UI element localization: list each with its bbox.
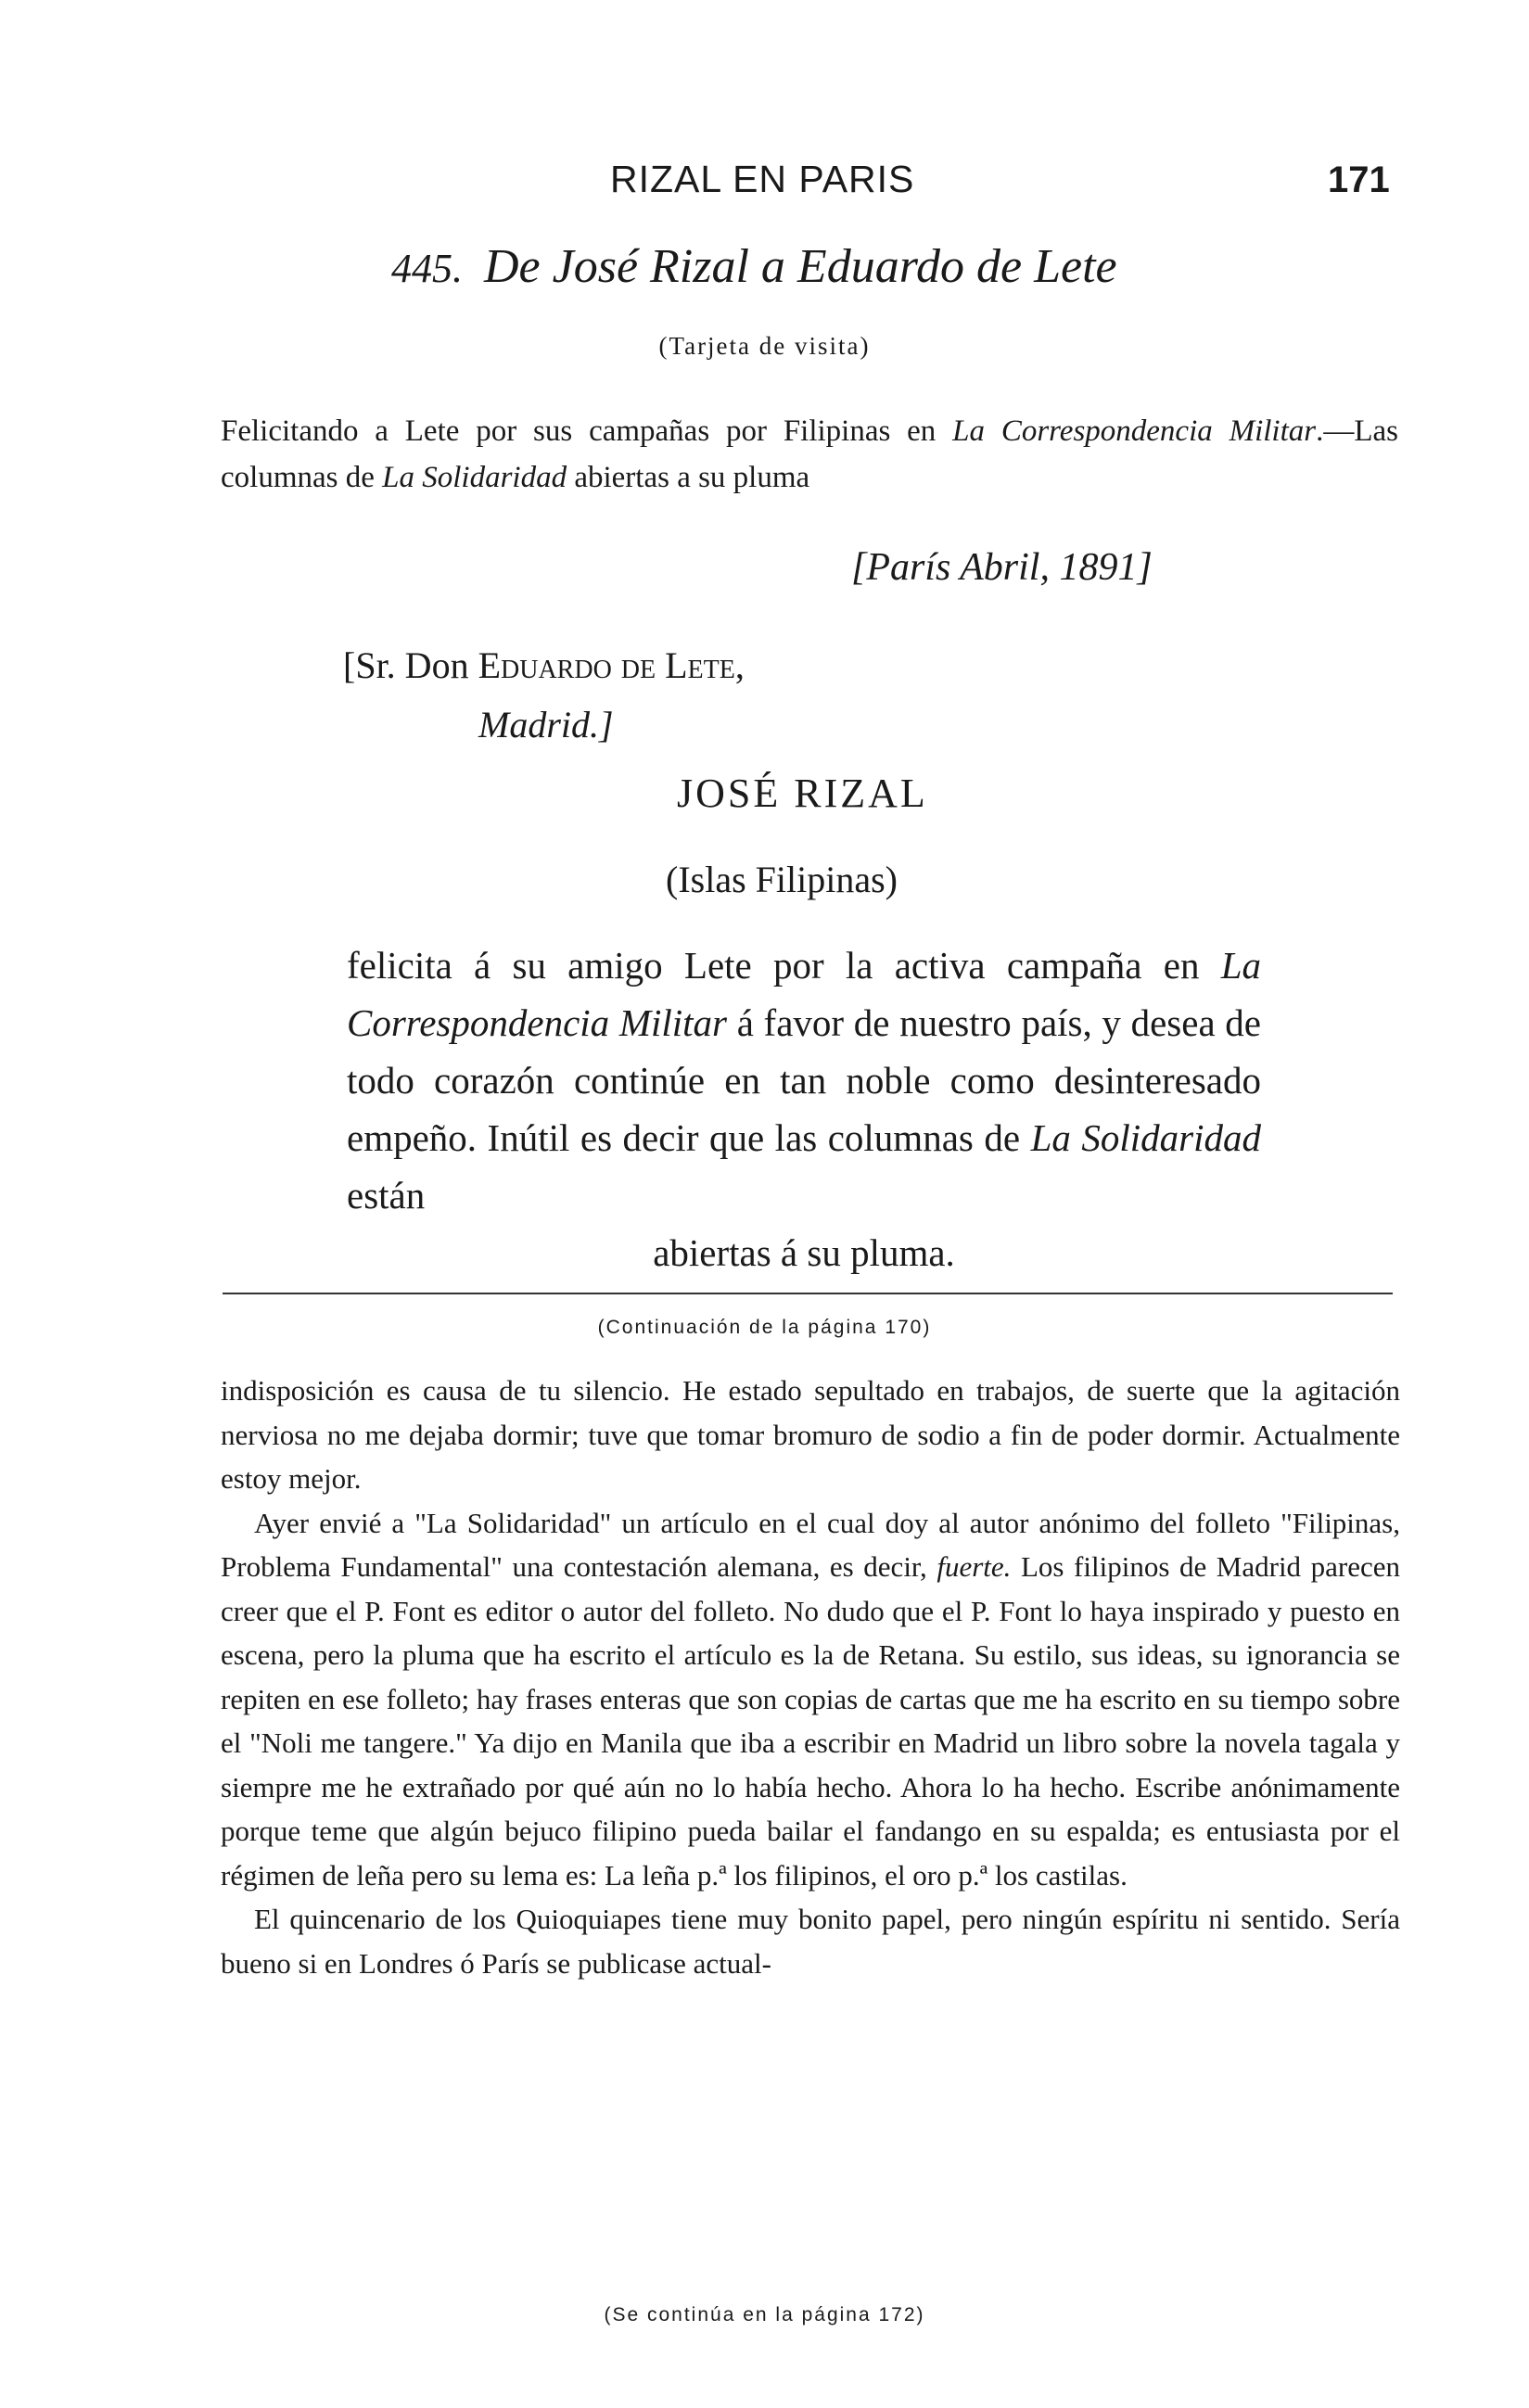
summary-periodical: La Solidaridad (382, 461, 567, 494)
summary-text-c: .—Las columnas de (221, 414, 1398, 494)
card-body (347, 936, 1261, 1281)
card-body-c: á favor de nuestro país, y desea de todo corazón continúe en tan noble como desinteresado empeño. Inútil es decir que las columnas de (347, 1001, 1262, 1159)
card-body-e: están (347, 1174, 426, 1217)
card-name: JOSÉ RIZAL (677, 771, 928, 816)
running-head: RIZAL EN PARIS (610, 158, 915, 200)
summary-publication: La Correspondencia Militar (952, 414, 1317, 448)
letter-title: De José Rizal a Eduardo de Lete (484, 240, 1117, 293)
footnote-text (221, 1369, 1400, 1985)
footnote-paragraph-1: indisposición es causa de tu silencio. He estado sepultado en trabajos, de suerte que la agitación nerviosa no me dejaba dormir; tuve que tomar bromuro de sodio a fin de poder dormir. Actualmente estoy mejor. (221, 1374, 1400, 1495)
page-number: 171 (1328, 159, 1390, 200)
card-body-last-line: abiertas á su pluma. (653, 1231, 955, 1274)
footnote-p2-a: Ayer envié a "La Solidaridad" un artículo en el cual doy al autor anónimo del folleto "Filipinas, Problema Fundamental" una contestación alemana, es decir, (221, 1506, 1400, 1583)
footnote-p2-emphasis: fuerte. (937, 1550, 1012, 1583)
card-origin: (Islas Filipinas) (666, 859, 898, 900)
card-body-periodical: La Solidaridad (1030, 1116, 1261, 1159)
card-body-publication: La Correspondencia Militar (347, 944, 1261, 1044)
letter-number: 445. (391, 246, 463, 291)
divider (223, 1293, 1393, 1294)
addressee (343, 636, 745, 755)
letter-subtitle: (Tarjeta de visita) (658, 332, 871, 360)
summary-text-a: Felicitando a Lete por sus campañas por Filipinas en (221, 414, 953, 448)
addressee-city: Madrid.] (478, 704, 614, 745)
dateline: [París Abril, 1891] (851, 546, 1153, 589)
continuation-next: (Se continúa en la página 172) (604, 2304, 925, 2325)
continuation-note: (Continuación de la página 170) (597, 1317, 932, 1338)
footnote-paragraph-2 (221, 1501, 1400, 1898)
footnote-paragraph-3: El quincenario de los Quioquiapes tiene muy bonito papel, pero ningún espíritu ni sentido. Sería bueno si en Londres ó París se publicase actual- (221, 1903, 1400, 1980)
addressee-salutation: [Sr. Don (343, 644, 478, 686)
card-body-a: felicita á su amigo Lete por la activa campaña en (347, 944, 1221, 987)
letter-heading (391, 239, 1117, 294)
addressee-name: Eduardo de Lete, (478, 644, 745, 686)
summary-text-e: abiertas a su pluma (567, 461, 810, 494)
letter-summary (221, 408, 1398, 501)
footnote-p2-c: Los filipinos de Madrid parecen creer que el P. Font es editor o autor del folleto. No dudo que el P. Font lo haya inspirado y puesto en escena, pero la pluma que ha escrito el artículo es la de Retana. Su estilo, sus ideas, su ignorancia se repiten en ese folleto; hay frases enteras que son copias de cartas que me ha escrito en su tiempo sobre el "Noli me tangere." Ya dijo en Manila que iba a escribir en Madrid un libro sobre la novela tagala y siempre me he extrañado por qué aún no lo había hecho. Ahora lo ha hecho. Escribe anónimamente porque teme que algún bejuco filipino pueda bailar el fandango en su espalda; es entusiasta por el régimen de leña pero su lema es: La leña p.ª los filipinos, el oro p.ª los castilas. (221, 1550, 1400, 1892)
